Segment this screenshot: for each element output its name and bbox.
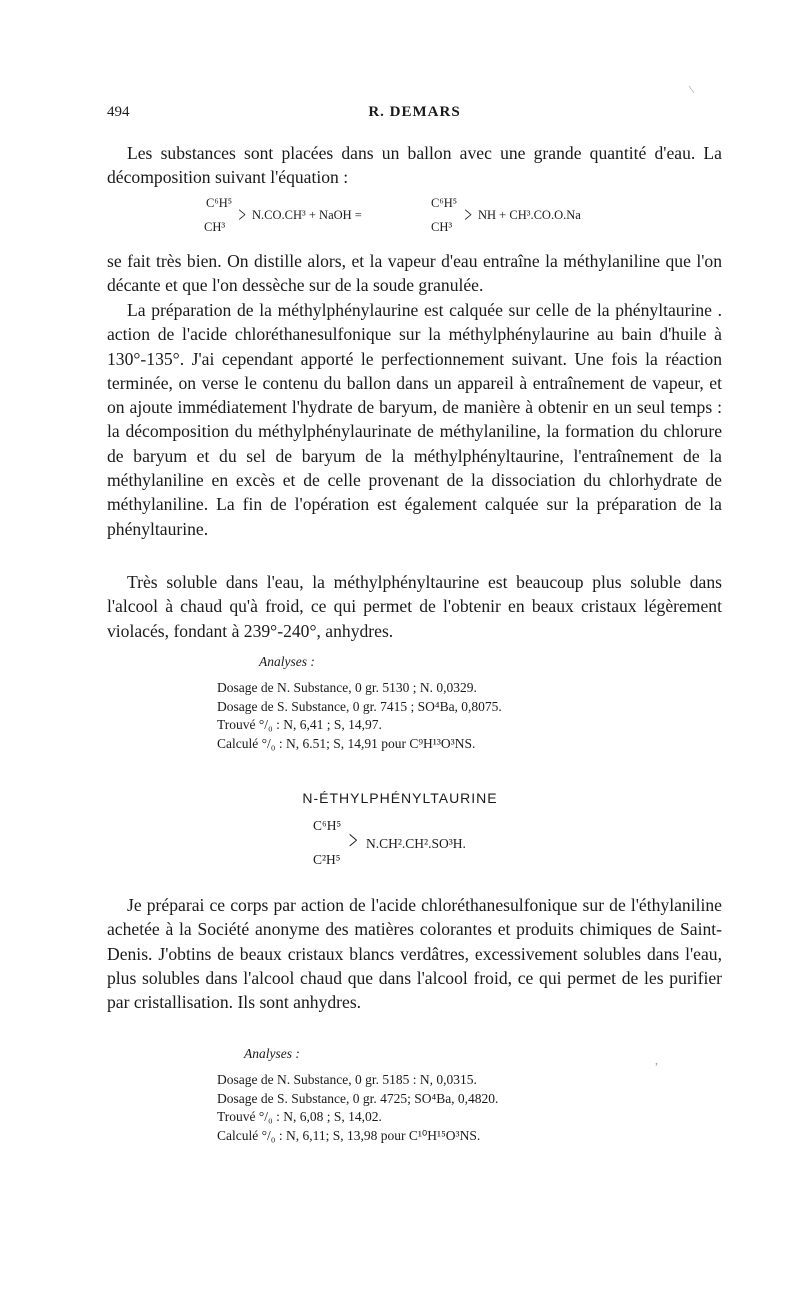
eq-left-bottom: CH³ [204,220,226,234]
eq-right-brace: > [464,202,472,227]
analysis-line: Calculé °/₀ : N, 6,11; S, 13,98 pour C¹⁰H¹⁵O³NS. [217,1127,481,1143]
running-title: R. DEMARS [368,104,461,120]
page-number: 494 [107,104,130,120]
analysis-line: Dosage de N. Substance, 0 gr. 5130 ; N. 0,0329. [217,680,477,695]
analysis-line: Calculé °/₀ : N, 6.51; S, 14,91 pour C⁹H¹³O³NS. [217,735,476,751]
analysis-line: Dosage de S. Substance, 0 gr. 7415 ; SO⁴Ba, 0,8075. [217,698,502,714]
scan-mark: / [684,83,698,95]
formula-group: N.CH².CH².SO³H. [366,836,466,851]
eq-left-brace: > [238,202,246,227]
analysis-line: Dosage de S. Substance, 0 gr. 4725; SO⁴Ba, 0,4820. [217,1090,499,1106]
analysis-line: Dosage de N. Substance, 0 gr. 5185 : N, 0,0315. [217,1072,477,1087]
analyses-label-1: Analyses : [259,654,315,669]
eq-right-bottom: CH³ [431,220,453,234]
formula-top: C⁶H⁵ [313,818,342,833]
scan-mark: , [655,1053,658,1067]
paragraph-ethyl-preparation: Je préparai ce corps par action de l'acide chloréthanesulfonique sur de l'éthylaniline achetée à la Société anonyme des matières colorantes et produits chimiques de Saint-Denis. J'obtins de beaux cristaux blancs verdâtres, excessivement solubles dans l'eau, plus solubles dans l'alcool chaud que dans l'alcool froid, ce qui permet de les purifier par cristallisation. Ils sont anhydres. [107,895,722,1013]
eq-right-top: C⁶H⁵ [431,196,458,210]
eq-left-top: C⁶H⁵ [206,196,233,210]
paragraph-solubility: Très soluble dans l'eau, la méthylphényltaurine est beaucoup plus soluble dans l'alcool à chaud qu'à froid, ce qui permet de l'obtenir en beaux cristaux légèrement violacés, fondant à 239°-240°, anhydres. [107,572,722,641]
eq-right-group: NH + CH³.CO.O.Na [478,208,581,222]
analyses-block-1 [217,679,502,753]
formula-bottom: C²H⁵ [313,852,341,867]
analysis-line: Trouvé °/₀ : N, 6,08 ; S, 14,02. [217,1109,382,1124]
paragraph-distillation: se fait très bien. On distille alors, et la vapeur d'eau entraîne la méthylaniline que l'on décante et que l'on dessèche sur de la soude granulée. [107,251,722,296]
eq-left-group: N.CO.CH³ + NaOH = [252,208,362,222]
paragraph-preparation: La préparation de la méthylphénylaurine est calquée sur celle de la phényltaurine . action de l'acide chloréthanesulfonique sur la méthylphénylaurine au bain d'huile à 130°-135°. J'ai cependant apporté le perfectionnement suivant. Une fois la réaction terminée, on verse le contenu du ballon dans un appareil à entraînement de vapeur, et on ajoute immédiatement l'hydrate de baryum, de manière à obtenir en un seul temps : la décomposition du méthylphénylaurinate de méthylaniline, la formation du chlorure de baryum et du sel de baryum de la méthylphényltaurine, l'entraînement de la méthylaniline en excès et de celle provenant de la dissociation du chlorhydrate de méthylaniline. La fin de l'opération est également calquée sur la préparation de la phényltaurine. [107,300,722,539]
section-title: N-ÉTHYLPHÉNYLTAURINE [302,790,498,806]
analyses-label-2: Analyses : [244,1046,300,1061]
analyses-block-2 [217,1071,498,1145]
page-header [107,104,722,124]
formula-brace: > [348,826,358,855]
paragraph-intro: Les substances sont placées dans un ballon avec une grande quantité d'eau. La décomposition suivant l'équation : [107,143,722,188]
analysis-line: Trouvé °/₀ : N, 6,41 ; S, 14,97. [217,717,382,732]
